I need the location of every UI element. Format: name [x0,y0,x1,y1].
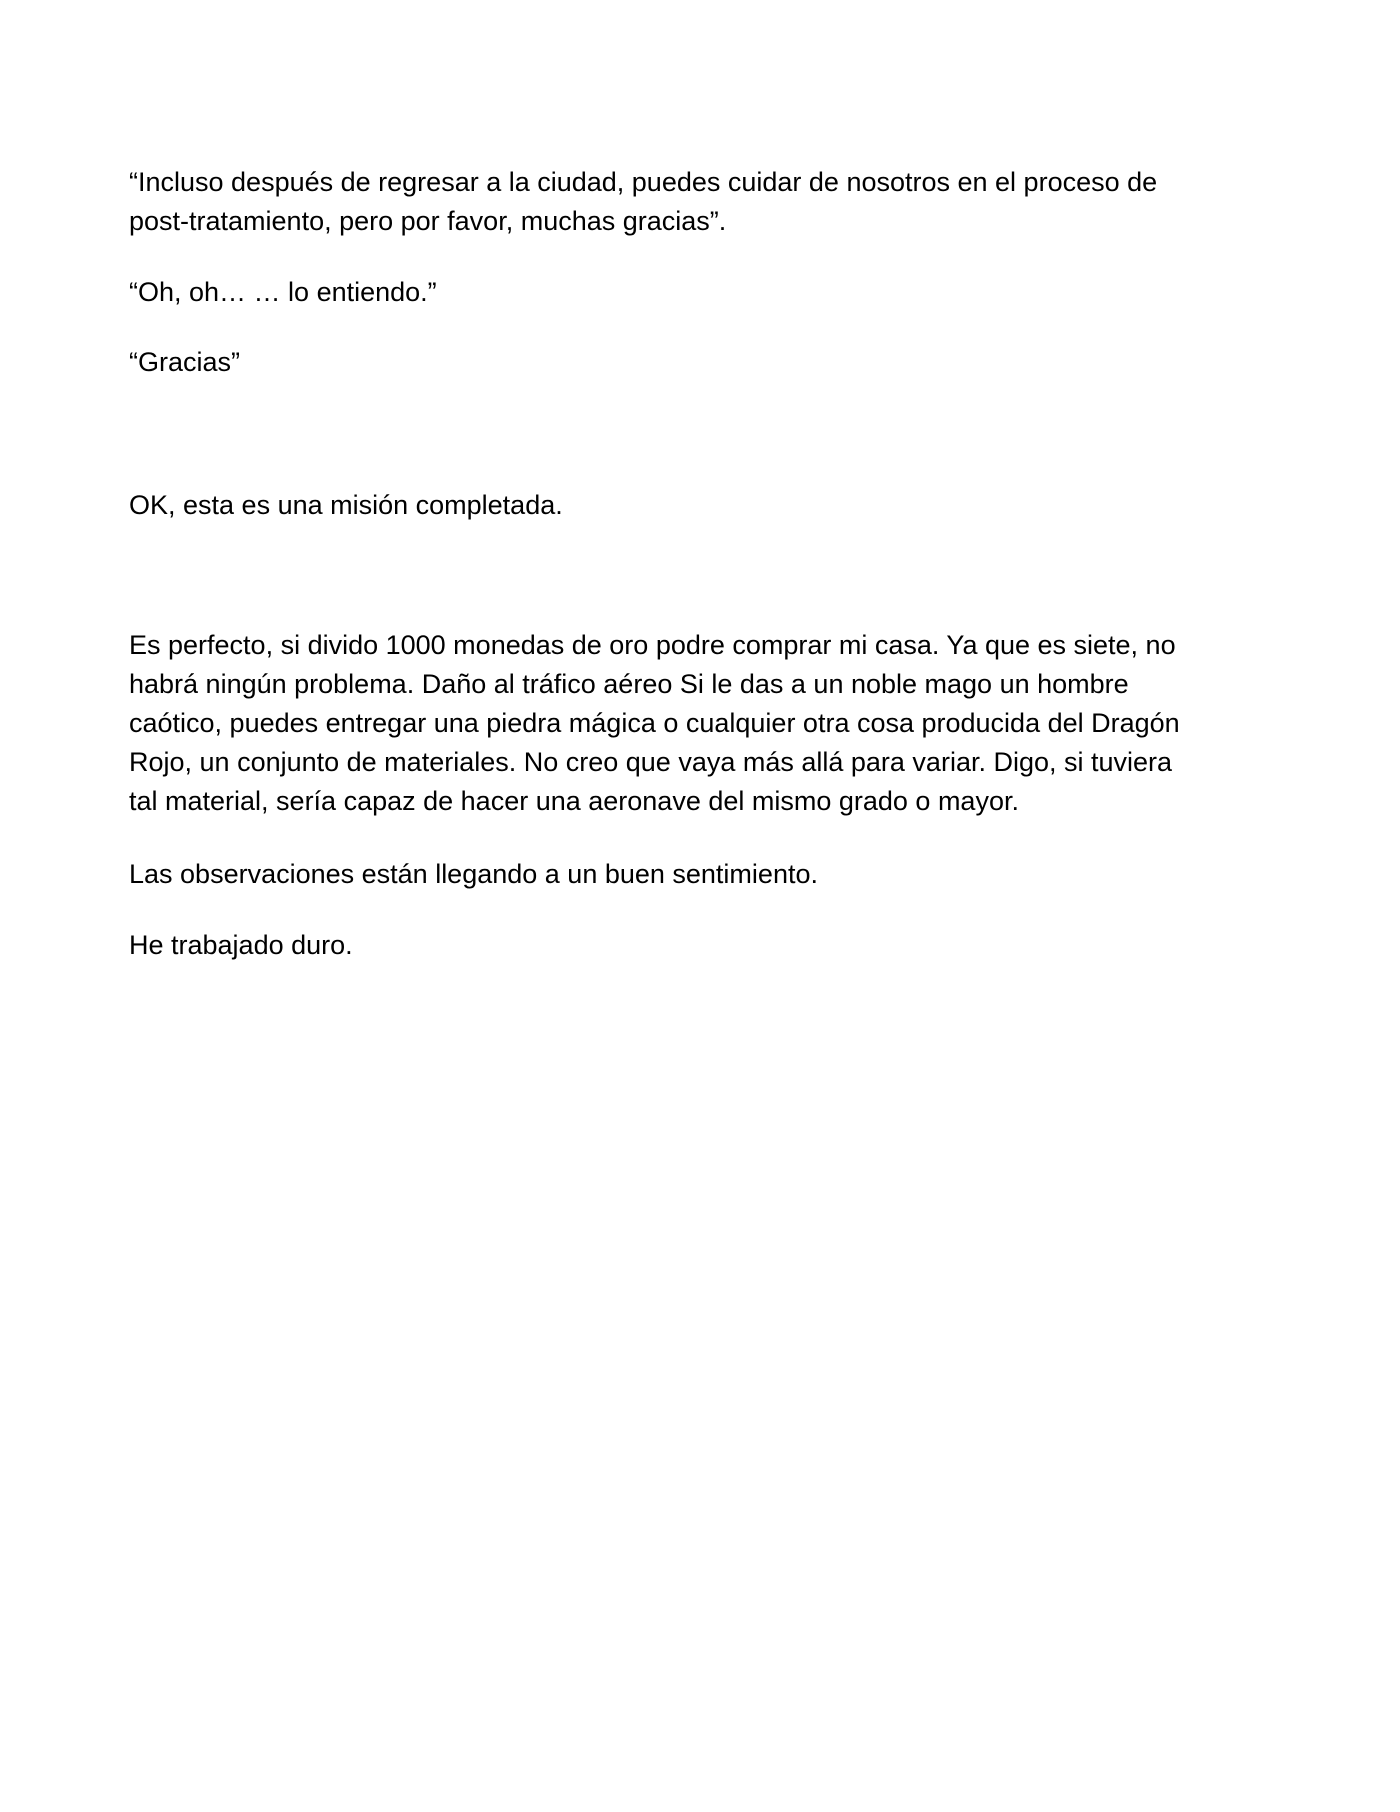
paragraph-gold-coins [129,626,1289,821]
paragraph-thanks-city [129,163,1289,241]
paragraph-mission-completed [129,486,1289,525]
text-line: caótico, puedes entregar una piedra mágica o cualquier otra cosa producida del Dragón [129,708,1180,738]
text-line: “Gracias” [129,347,241,377]
text-line: tal material, sería capaz de hacer una aeronave del mismo grado o mayor. [129,786,1019,816]
text-line: Es perfecto, si divido 1000 monedas de oro podre comprar mi casa. Ya que es siete, no [129,630,1176,660]
text-line: He trabajado duro. [129,930,353,960]
text-line: post-tratamiento, pero por favor, muchas gracias”. [129,206,727,236]
text-line: Rojo, un conjunto de materiales. No creo que vaya más allá para variar. Digo, si tuviera [129,747,1173,777]
text-line: “Oh, oh… … lo entiendo.” [129,277,437,307]
text-line: “Incluso después de regresar a la ciudad, puedes cuidar de nosotros en el proceso de [129,167,1158,197]
paragraph-gracias [129,343,1289,382]
paragraph-oh-oh [129,273,1289,312]
text-line: OK, esta es una misión completada. [129,490,563,520]
text-line: Las observaciones están llegando a un buen sentimiento. [129,859,818,889]
text-line: habrá ningún problema. Daño al tráfico aéreo Si le das a un noble mago un hombre [129,669,1129,699]
paragraph-observations [129,855,1289,894]
paragraph-worked-hard [129,926,1289,965]
